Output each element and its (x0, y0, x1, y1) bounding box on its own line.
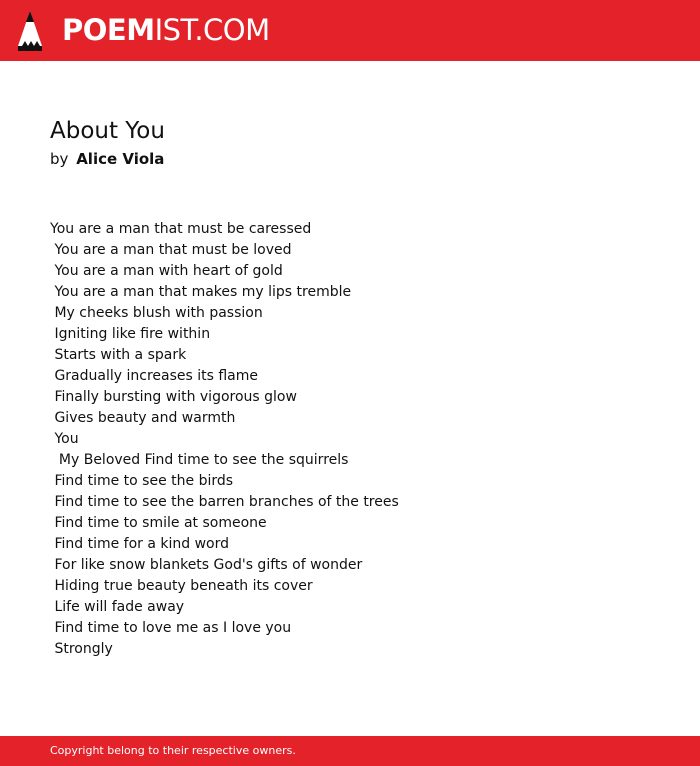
poem-body (50, 219, 399, 660)
poem-line: Starts with a spark (50, 347, 187, 363)
poem-line: Find time to see the barren branches of the trees (50, 494, 399, 510)
poem-line: You are a man that makes my lips tremble (50, 284, 352, 300)
poem-line: Find time to see the birds (50, 473, 234, 489)
copyright-text: Copyright belong to their respective owners. (50, 744, 296, 757)
poem-line: Hiding true beauty beneath its cover (50, 578, 313, 594)
poem-line: You are a man that must be caressed (50, 221, 312, 237)
poem-line: My Beloved Find time to see the squirrels (50, 452, 349, 468)
poem-byline (50, 149, 164, 169)
poem-line: You are a man that must be loved (50, 242, 292, 258)
poem-line: Life will fade away (50, 599, 185, 615)
poem-line: Find time for a kind word (50, 536, 230, 552)
poem-author: Alice Viola (76, 150, 165, 168)
site-header (0, 0, 700, 61)
poem-line: For like snow blankets God's gifts of wonder (50, 557, 363, 573)
brand-bold: POEM (62, 13, 155, 47)
brand-light: IST.COM (154, 13, 270, 47)
pencil-tip-icon[interactable] (16, 10, 44, 52)
poem-title: About You (50, 118, 165, 144)
poem-line: My cheeks blush with passion (50, 305, 263, 321)
poem-line: You (50, 431, 79, 447)
site-logo-text[interactable] (62, 12, 270, 48)
poem-line: Gradually increases its flame (50, 368, 259, 384)
poem-line: Find time to smile at someone (50, 515, 267, 531)
poem-line: You are a man with heart of gold (50, 263, 283, 279)
by-label: by (50, 150, 69, 168)
poem-line: Find time to love me as I love you (50, 620, 292, 636)
poem-line: Gives beauty and warmth (50, 410, 236, 426)
site-footer (0, 736, 700, 766)
poem-line: Igniting like fire within (50, 326, 211, 342)
poem-line: Strongly (50, 641, 113, 657)
poem-line: Finally bursting with vigorous glow (50, 389, 297, 405)
